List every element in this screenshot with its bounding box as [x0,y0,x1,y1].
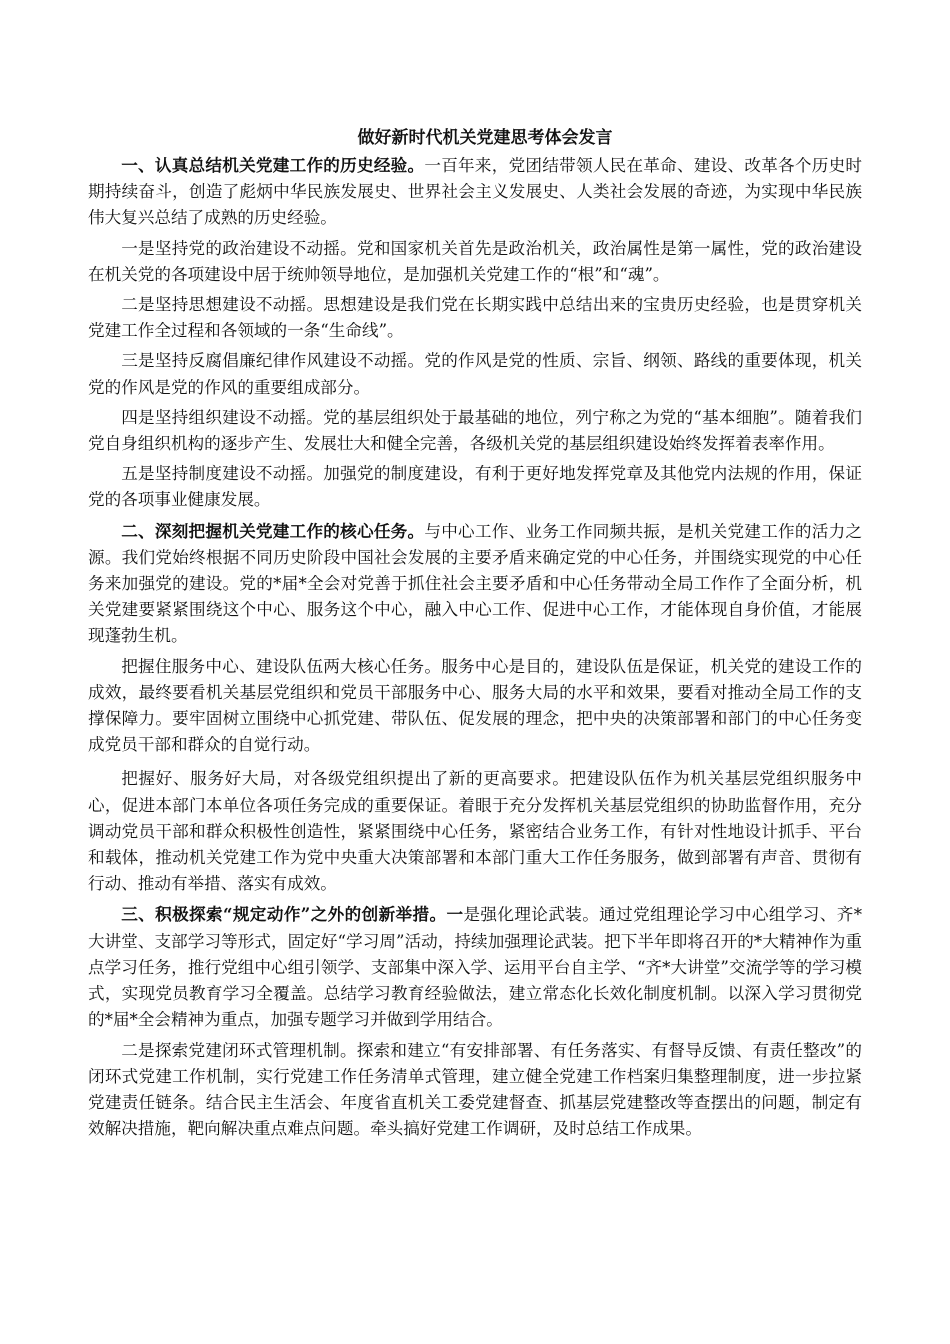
paragraph-text: 二是探索党建闭环式管理机制。探索和建立“有安排部署、有任务落实、有督导反馈、有责任整改”的闭环式党建工作机制，实行党建工作任务清单式管理，建立健全党建工作档案归集整理制度，进一步拉紧党建责任链条。结合民主生活会、年度省直机关工委党建督查、抓基层党建整改等查摆出的问题，制定有效解决措施，靶向解决重点难点问题。牵头搞好党建工作调研，及时总结工作成果。 [88,1040,862,1139]
paragraph-text: 二是坚持思想建设不动摇。思想建设是我们党在长期实践中总结出来的宝贵历史经验，也是贯穿机关党建工作全过程和各领域的一条“生命线”。 [88,295,862,341]
paragraph-text: 四是坚持组织建设不动摇。党的基层组织处于最基础的地位，列宁称之为党的“基本细胞”。随着我们党自身组织机构的逐步产生、发展壮大和健全完善，各级机关党的基层组织建设始终发挥着表率作用。 [88,407,862,454]
paragraph-text: 三是坚持反腐倡廉纪律作风建设不动摇。党的作风是党的性质、宗旨、纲领、路线的重要体现，机关党的作风是党的作风的重要组成部分。 [88,351,862,397]
paragraph-text: 五是坚持制度建设不动摇。加强党的制度建设，有利于更好地发挥党章及其他党内法规的作用，保证党的各项事业健康发展。 [88,464,862,510]
paragraph-5 [88,405,862,457]
paragraph-1 [88,152,862,232]
paragraph-11 [88,1038,862,1143]
paragraph-text: 把握好、服务好大局，对各级党组织提出了新的更高要求。把建设队伍作为机关基层党组织服务中心，促进本部门本单位各项任务完成的重要保证。着眼于充分发挥机关基层党组织的协助监督作用，充分调动党员干部和群众积极性创造性，紧紧围绕中心任务，紧密结合业务工作，有针对性地设计抓手、平台和载体，推动机关党建工作为党中央重大决策部署和本部门重大工作任务服务，做到部署有声音、贯彻有行动、推动有举措、落实有成效。 [88,769,862,894]
paragraph-3 [88,292,862,344]
paragraph-text: 与中心工作、业务工作同频共振，是机关党建工作的活力之源。我们党始终根据不同历史阶段中国社会发展的主要矛盾来确定党的中心任务，并围绕实现党的中心任务来加强党的建设。党的*届*全会对党善于抓住社会主要矛盾和中心任务带动全局工作作了全面分析，机关党建要紧紧围绕这个中心、服务这个中心，融入中心工作、促进中心工作，才能体现自身价值，才能展现蓬勃生机。 [88,521,863,646]
paragraph-text: 一是坚持党的政治建设不动摇。党和国家机关首先是政治机关，政治属性是第一属性，党的政治建设在机关党的各项建设中居于统帅领导地位，是加强机关党建工作的“根”和“魂”。 [88,238,862,284]
paragraph-4 [88,348,862,400]
paragraph-10 [88,901,862,1033]
paragraph-7 [88,518,862,650]
document-title: 做好新时代机关党建思考体会发言 [357,128,613,148]
section-heading-3: 三、积极探索“规定动作”之外的创新举措。一 [121,904,464,925]
paragraph-6 [88,461,862,513]
paragraph-2 [88,236,862,288]
section-heading-2: 二、深刻把握机关党建工作的核心任务。 [121,520,425,541]
paragraph-text: 把握住服务中心、建设队伍两大核心任务。服务中心是目的，建设队伍是保证，机关党的建设工作的成效，最终要看机关基层党组织和党员干部服务中心、服务大局的水平和效果，要看对推动全局工作的支撑保障力。要牢固树立围绕中心抓党建、带队伍、促发展的理念，把中央的决策部署和部门的中心任务变成党员干部和群众的自觉行动。 [88,656,862,755]
paragraph-8 [88,654,862,759]
paragraph-9 [88,766,862,897]
document-body [88,124,862,1146]
paragraph-text: 一百年来，党团结带领人民在革命、建设、改革各个历史时期持续奋斗，创造了彪炳中华民族发展史、世界社会主义发展史、人类社会发展的奇迹，为实现中华民族伟大复兴总结了成熟的历史经验。 [88,156,863,228]
section-heading-1: 一、认真总结机关党建工作的历史经验。 [121,155,425,175]
paragraph-text: 是强化理论武装。通过党组理论学习中心组学习、齐*大讲堂、支部学习等形式，固定好“学习周”活动，持续加强理论武装。把下半年即将召开的*大精神作为重点学习任务，推行党组中心组引领学、支部集中深入学、运用平台自主学、“齐*大讲堂”交流学等的学习模式，实现党员教育学习全覆盖。总结学习教育经验做法，建立常态化长效化制度机制。以深入学习贯彻党的*届*全会精神为重点，加强专题学习并做到学用结合。 [88,905,863,1030]
